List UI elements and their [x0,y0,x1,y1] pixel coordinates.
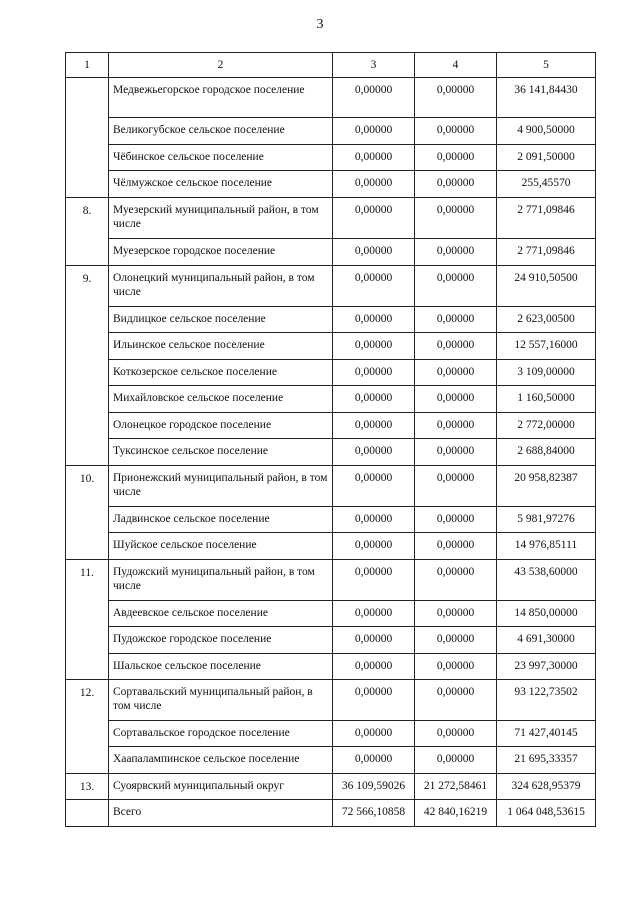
municipality-name: Хаапалампинское сельское поселение [109,747,333,774]
value-col-5: 4 900,50000 [497,118,596,145]
table-row [66,386,596,413]
table-row [66,800,596,827]
table-header-row [66,53,596,78]
value-col-4: 42 840,16219 [415,800,497,827]
value-col-4: 0,00000 [415,78,497,118]
value-col-4: 0,00000 [415,721,497,747]
table-row [66,307,596,333]
allocation-table [65,52,596,827]
value-col-3: 0,00000 [333,680,415,721]
table-row [66,774,596,800]
table-row [66,198,596,239]
value-col-5: 2 771,09846 [497,239,596,266]
table-row [66,721,596,747]
municipality-name: Шуйское сельское поселение [109,533,333,560]
value-col-5: 14 850,00000 [497,601,596,627]
municipality-name: Михайловское сельское поселение [109,386,333,413]
column-header: 1 [66,53,109,78]
value-col-4: 0,00000 [415,198,497,239]
value-col-3: 0,00000 [333,627,415,654]
value-col-3: 0,00000 [333,118,415,145]
value-col-3: 0,00000 [333,171,415,198]
value-col-4: 0,00000 [415,118,497,145]
value-col-3: 0,00000 [333,560,415,601]
table-row [66,239,596,266]
value-col-5: 36 141,84430 [497,78,596,118]
table-row [66,171,596,198]
value-col-5: 23 997,30000 [497,654,596,680]
value-col-3: 0,00000 [333,747,415,774]
value-col-3: 0,00000 [333,360,415,386]
value-col-5: 20 958,82387 [497,466,596,507]
value-col-4: 0,00000 [415,747,497,774]
table-row [66,533,596,560]
municipality-name: Великогубское сельское поселение [109,118,333,145]
value-col-5: 255,45570 [497,171,596,198]
table-row [66,78,596,118]
value-col-4: 0,00000 [415,680,497,721]
value-col-3: 0,00000 [333,145,415,171]
value-col-5: 24 910,50500 [497,266,596,307]
value-col-4: 0,00000 [415,171,497,198]
table-row [66,680,596,721]
value-col-4: 0,00000 [415,533,497,560]
value-col-4: 0,00000 [415,333,497,360]
value-col-5: 71 427,40145 [497,721,596,747]
municipality-name: Прионежский муниципальный район, в том числе [109,466,333,507]
municipality-name: Коткозерское сельское поселение [109,360,333,386]
value-col-5: 1 160,50000 [497,386,596,413]
row-number [66,800,109,827]
row-number: 12. [66,680,109,774]
value-col-4: 0,00000 [415,507,497,533]
column-header: 4 [415,53,497,78]
value-col-4: 0,00000 [415,386,497,413]
value-col-4: 0,00000 [415,145,497,171]
value-col-3: 0,00000 [333,266,415,307]
value-col-4: 0,00000 [415,360,497,386]
municipality-name: Пудожское городское поселение [109,627,333,654]
municipality-name: Суоярвский муниципальный округ [109,774,333,800]
column-header: 5 [497,53,596,78]
page-number: 3 [316,17,324,32]
table-body [66,53,596,827]
municipality-name: Медвежьегорское городское поселение [109,78,333,118]
municipality-name: Чёбинское сельское поселение [109,145,333,171]
row-number: 11. [66,560,109,680]
value-col-5: 1 064 048,53615 [497,800,596,827]
value-col-4: 0,00000 [415,307,497,333]
municipality-name: Ладвинское сельское поселение [109,507,333,533]
row-number [66,78,109,198]
value-col-5: 3 109,00000 [497,360,596,386]
value-col-3: 0,00000 [333,198,415,239]
value-col-5: 324 628,95379 [497,774,596,800]
table-row [66,560,596,601]
municipality-name: Олонецкий муниципальный район, в том числе [109,266,333,307]
value-col-3: 0,00000 [333,507,415,533]
table-row [66,439,596,466]
value-col-5: 12 557,16000 [497,333,596,360]
column-header: 3 [333,53,415,78]
municipality-name: Ильинское сельское поселение [109,333,333,360]
value-col-3: 36 109,59026 [333,774,415,800]
value-col-5: 2 772,00000 [497,413,596,439]
value-col-5: 14 976,85111 [497,533,596,560]
table-row [66,466,596,507]
municipality-name: Муезерское городское поселение [109,239,333,266]
value-col-3: 0,00000 [333,239,415,266]
table-row [66,601,596,627]
row-number: 13. [66,774,109,800]
table-row [66,145,596,171]
table-row [66,654,596,680]
value-col-5: 4 691,30000 [497,627,596,654]
municipality-name: Видлицкое сельское поселение [109,307,333,333]
value-col-5: 5 981,97276 [497,507,596,533]
value-col-4: 0,00000 [415,654,497,680]
municipality-name: Сортавальский муниципальный район, в том числе [109,680,333,721]
value-col-3: 0,00000 [333,466,415,507]
municipality-name: Олонецкое городское поселение [109,413,333,439]
value-col-4: 21 272,58461 [415,774,497,800]
value-col-5: 21 695,33357 [497,747,596,774]
column-header: 2 [109,53,333,78]
value-col-5: 2 091,50000 [497,145,596,171]
municipality-name: Всего [109,800,333,827]
value-col-4: 0,00000 [415,627,497,654]
municipality-name: Сортавальское городское поселение [109,721,333,747]
table-row [66,507,596,533]
table-row [66,413,596,439]
municipality-name: Чёлмужское сельское поселение [109,171,333,198]
value-col-4: 0,00000 [415,466,497,507]
value-col-3: 0,00000 [333,533,415,560]
value-col-4: 0,00000 [415,266,497,307]
value-col-5: 2 771,09846 [497,198,596,239]
value-col-3: 0,00000 [333,601,415,627]
table-row [66,333,596,360]
value-col-5: 93 122,73502 [497,680,596,721]
value-col-3: 0,00000 [333,386,415,413]
table-row [66,360,596,386]
value-col-3: 72 566,10858 [333,800,415,827]
value-col-3: 0,00000 [333,654,415,680]
value-col-5: 2 623,00500 [497,307,596,333]
table-row [66,627,596,654]
value-col-3: 0,00000 [333,333,415,360]
municipality-name: Шальское сельское поселение [109,654,333,680]
value-col-3: 0,00000 [333,721,415,747]
value-col-4: 0,00000 [415,601,497,627]
table-row [66,747,596,774]
row-number: 9. [66,266,109,466]
municipality-name: Пудожский муниципальный район, в том числе [109,560,333,601]
value-col-3: 0,00000 [333,78,415,118]
row-number: 10. [66,466,109,560]
value-col-3: 0,00000 [333,439,415,466]
value-col-3: 0,00000 [333,307,415,333]
value-col-4: 0,00000 [415,560,497,601]
value-col-5: 43 538,60000 [497,560,596,601]
municipality-name: Туксинское сельское поселение [109,439,333,466]
municipality-name: Муезерский муниципальный район, в том числе [109,198,333,239]
value-col-3: 0,00000 [333,413,415,439]
row-number: 8. [66,198,109,266]
table-row [66,266,596,307]
value-col-5: 2 688,84000 [497,439,596,466]
table-row [66,118,596,145]
municipality-name: Авдеевское сельское поселение [109,601,333,627]
value-col-4: 0,00000 [415,439,497,466]
value-col-4: 0,00000 [415,413,497,439]
value-col-4: 0,00000 [415,239,497,266]
